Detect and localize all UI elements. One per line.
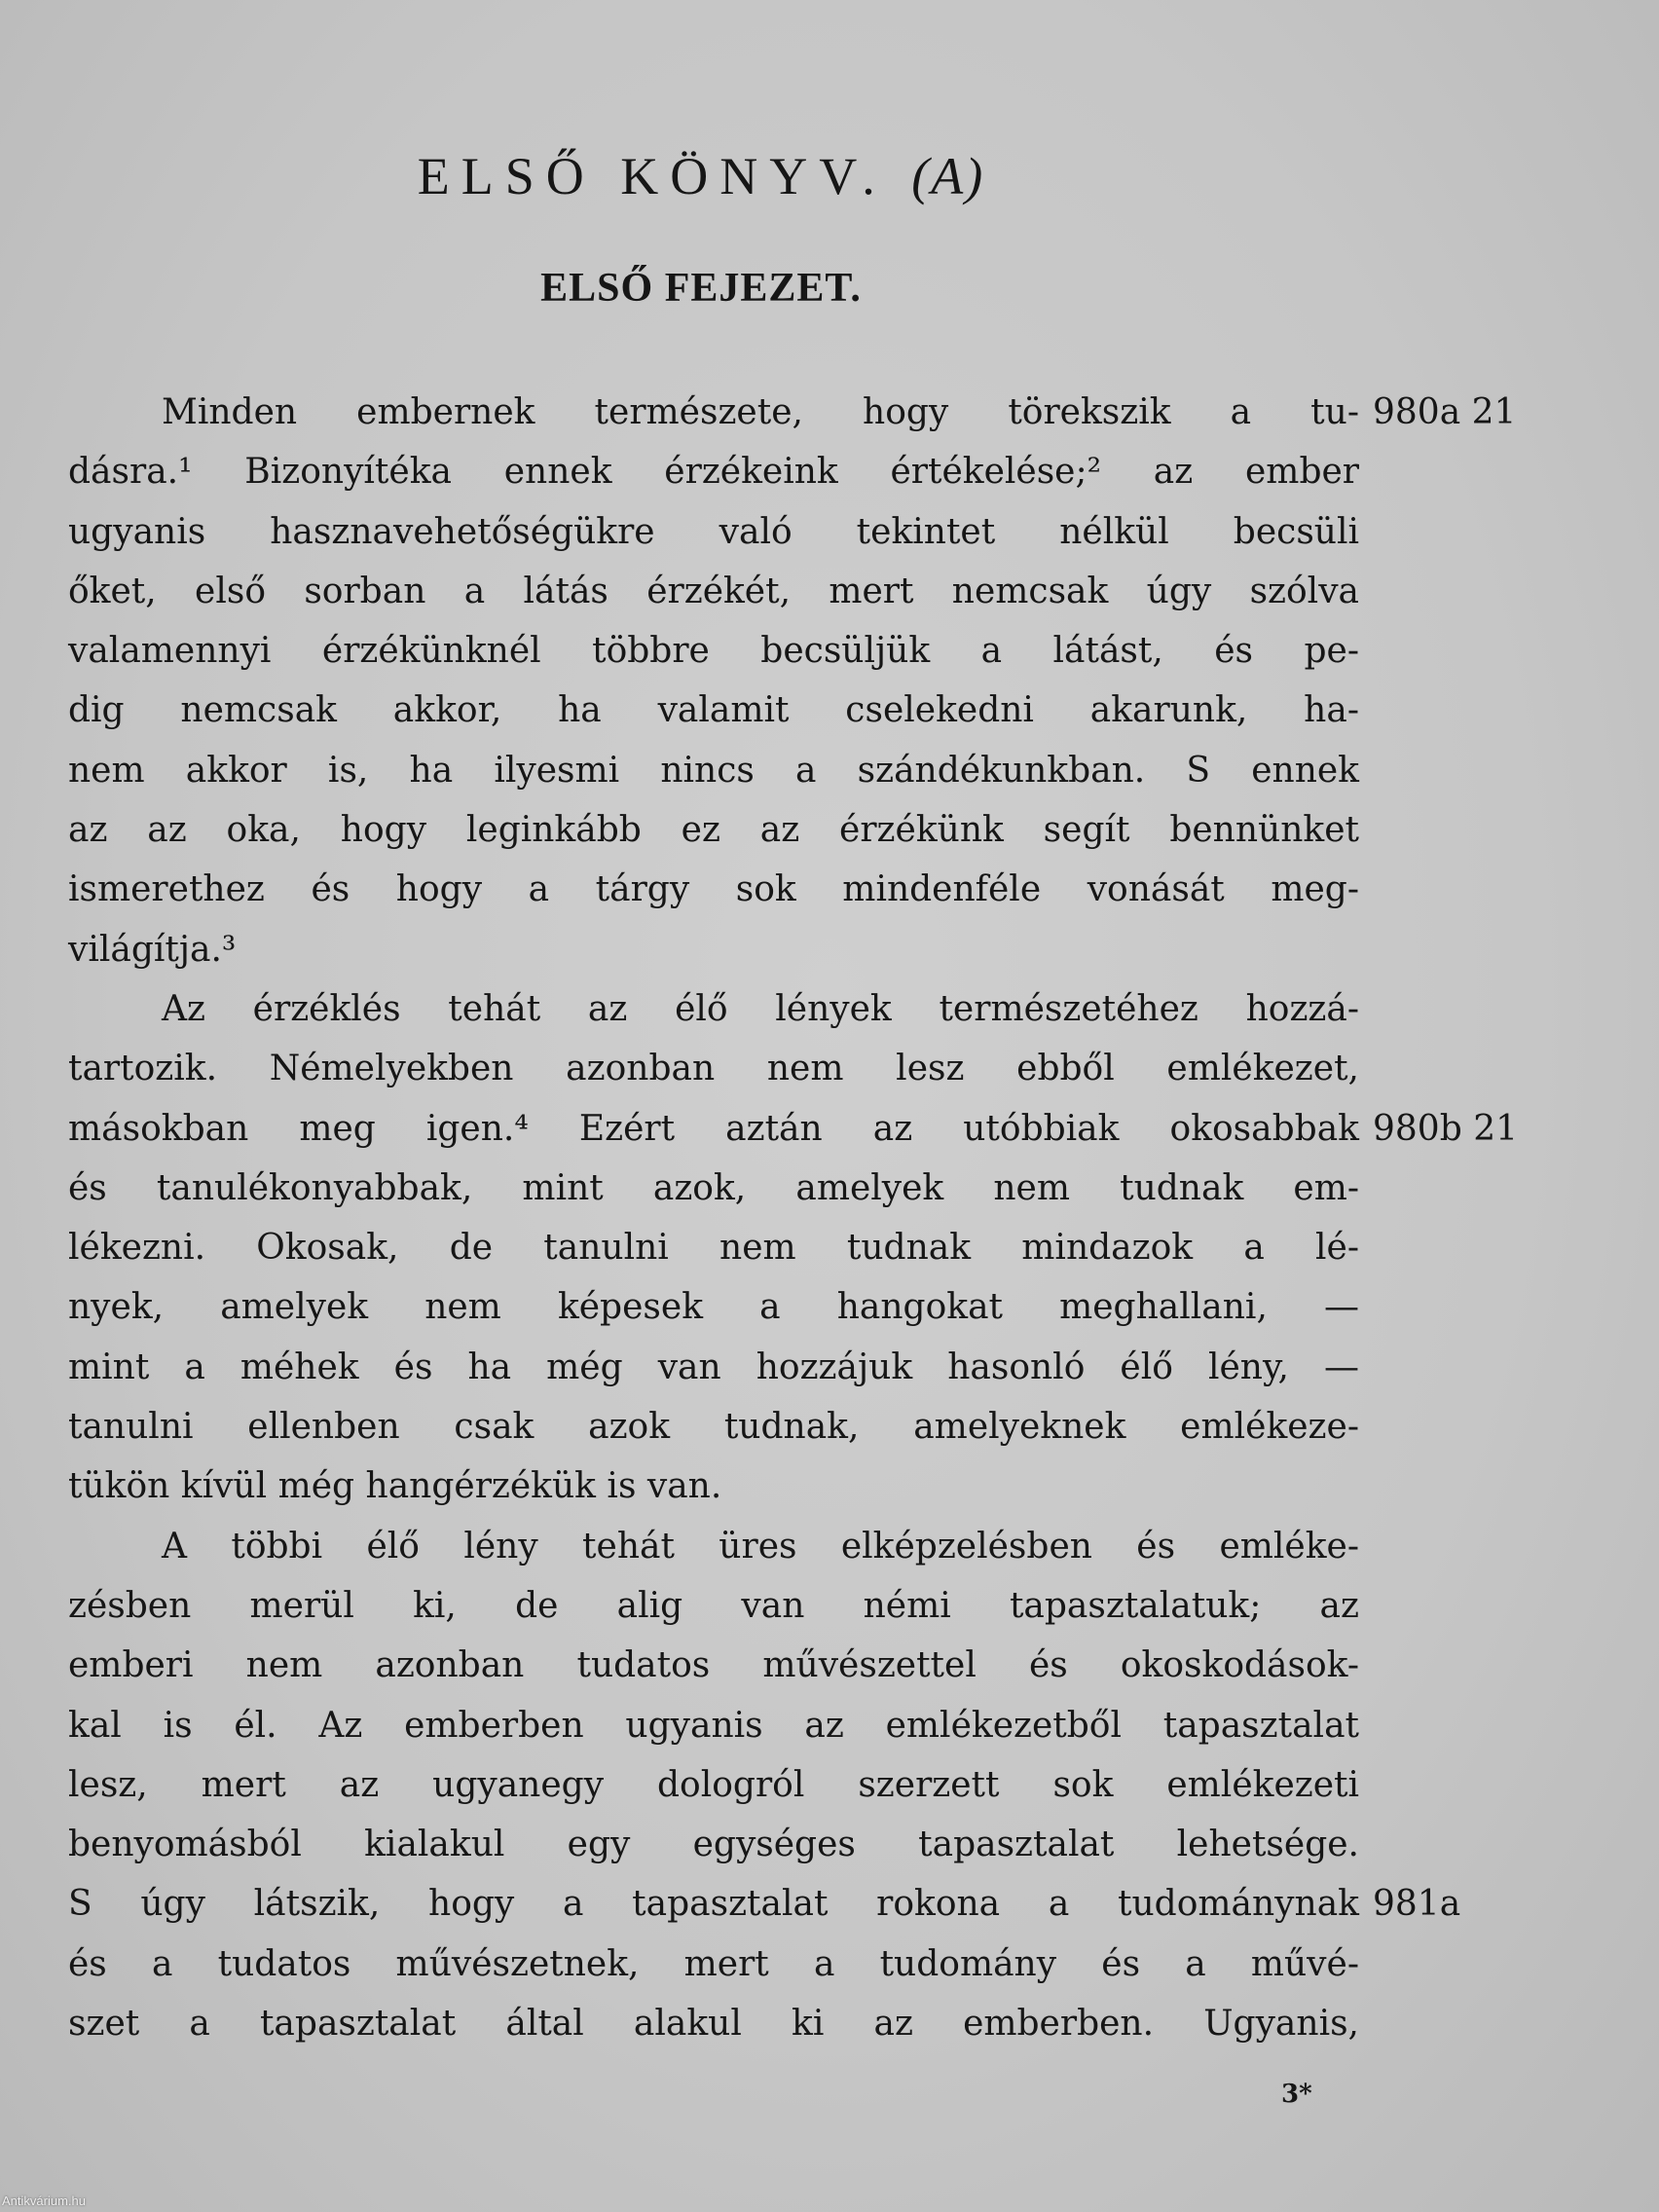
text-line [68,860,1359,919]
text-line-content: lékezni. Okosak, de tanulni nem tudnak mindazok a lé- [68,1228,1359,1269]
text-line [68,1576,1359,1636]
text-line-content: másokban meg igen.⁴ Ezért aztán az utóbbiak okosabbak [68,1108,1359,1149]
text-line [68,681,1359,740]
text-line [68,800,1359,860]
text-line [68,1636,1359,1695]
text-line [68,1935,1359,1994]
text-line-content: ismerethez és hogy a tárgy sok mindenféle vonását meg- [68,869,1359,910]
text-line [68,1397,1359,1456]
text-line [68,1994,1359,2053]
text-line [68,1815,1359,1874]
text-line [68,1338,1359,1397]
chapter-title: ELSŐ FEJEZET. [540,266,862,311]
body-text [68,383,1519,2053]
book-title [0,146,1402,206]
text-line-content: A többi élő lény tehát üres elképzelésben és emléke- [162,1526,1359,1567]
text-line [68,383,1517,442]
text-line-content: Minden embernek természete, hogy törekszik a tu- [162,392,1359,432]
text-line-content: az az oka, hogy leginkább ez az érzékünk segít bennünket [68,810,1359,851]
text-line-content: nem akkor is, ha ilyesmi nincs a szándékunkban. S ennek [68,750,1359,791]
text-line-content: és tanulékonyabbak, mint azok, amelyek nem tudnak em- [68,1167,1359,1208]
margin-reference: 980b 21 [1373,1108,1519,1149]
text-line-content: ugyanis hasznavehetőségükre való tekintet nélkül becsüli [68,511,1359,552]
margin-reference: 981a [1373,1884,1461,1925]
text-line [68,1874,1461,1934]
text-line-content: tanulni ellenben csak azok tudnak, amelyeknek emlékeze- [68,1407,1359,1448]
text-line-content: őket, első sorban a látás érzékét, mert nemcsak úgy szólva [68,571,1359,611]
text-line-content: lesz, mert az ugyanegy dologról szerzett sok emlékezeti [68,1764,1359,1805]
text-line [68,979,1359,1039]
text-line-content: dig nemcsak akkor, ha valamit cselekedni akarunk, ha- [68,690,1359,731]
text-line [68,741,1359,800]
text-line-content: nyek, amelyek nem képesek a hangokat meghallani, — [68,1287,1359,1328]
text-line-content: emberi nem azonban tudatos művészettel és okoskodások- [68,1645,1359,1686]
text-line-content: szet a tapasztalat által alakul ki az emberben. Ugyanis, [68,2004,1359,2045]
text-line [68,1099,1519,1159]
text-line [68,1456,1359,1516]
text-line [68,1277,1359,1337]
text-line [68,920,1359,979]
text-line-content: és a tudatos művészetnek, mert a tudomány és a művé- [68,1943,1359,1984]
text-line-content: benyomásból kialakul egy egységes tapasztalat lehetsége. [68,1825,1359,1865]
text-line-content: Az érzéklés tehát az élő lények természetéhez hozzá- [162,988,1359,1029]
book-title-handwritten-mark: (A) [911,147,985,205]
text-line-content: zésben merül ki, de alig van némi tapasztalatuk; az [68,1585,1359,1626]
book-title-text: ELSŐ KÖNYV. [417,147,887,205]
text-line-content: mint a méhek és ha még van hozzájuk hasonló élő lény, — [68,1346,1359,1387]
text-line [68,1218,1359,1277]
text-line-content: kal is él. Az emberben ugyanis az emlékezetből tapasztalat [68,1705,1359,1746]
text-line-content: dásra.¹ Bizonyítéka ennek érzékeink értékelése;² az ember [68,452,1359,493]
text-line-content: világítja.³ [68,929,237,970]
page-number: 3* [1281,2080,1312,2109]
text-line [68,621,1359,681]
text-line [68,1755,1359,1815]
text-line [68,502,1359,562]
watermark: Antikvárium.hu [2,2194,86,2208]
text-line-content: valamennyi érzékünknél többre becsüljük a látást, és pe- [68,631,1359,672]
margin-reference: 980a 21 [1373,392,1517,432]
text-line [68,1696,1359,1755]
text-line-content: tükön kívül még hangérzékük is van. [68,1466,722,1507]
text-line-content: tartozik. Némelyekben azonban nem lesz ebből emlékezet, [68,1049,1359,1089]
text-line-content: S úgy látszik, hogy a tapasztalat rokona a tudománynak [68,1884,1359,1925]
text-line [68,442,1359,501]
text-line [68,1159,1359,1218]
text-line [68,1039,1359,1098]
text-line [68,1517,1359,1576]
text-line [68,562,1359,621]
